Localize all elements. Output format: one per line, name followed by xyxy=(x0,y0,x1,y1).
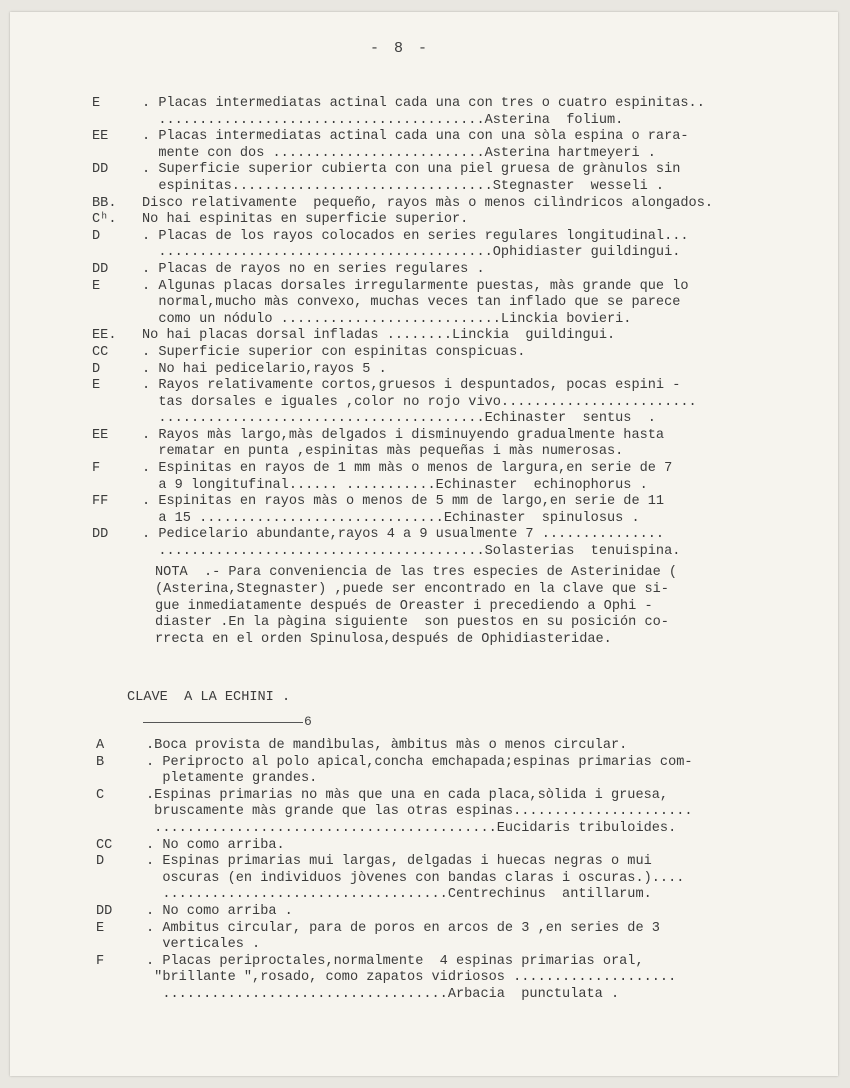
key-entry: .........................................Ophidiaster guildingui. xyxy=(142,245,681,261)
key-entry: DD . Superficie superior cubierta con una piel gruesa de grànulos sin xyxy=(92,162,681,178)
key-entry: BB. Disco relativamente pequeño, rayos màs o menos cilìndricos alongados. xyxy=(92,195,714,211)
page-number: - 8 - xyxy=(370,40,431,57)
key-entry: "brillante ",rosado, como zapatos vidriosos .................... xyxy=(146,970,677,986)
key-list-top xyxy=(92,96,713,561)
key-entry: ........................................Echinaster sentus . xyxy=(142,411,656,427)
key-entry: D . No hai pedicelario,rayos 5 . xyxy=(92,361,387,377)
key-entry: ........................................Solasterias tenuispina. xyxy=(142,544,681,560)
key-entry: pletamente grandes. xyxy=(146,771,318,787)
key-entry: normal,mucho màs convexo, muchas veces tan inflado que se parece xyxy=(142,295,681,311)
key-entry: bruscamente màs grande que las otras espinas...................... xyxy=(146,804,693,820)
key-entry: DD . No como arriba . xyxy=(96,903,293,919)
key-entry: CC . No como arriba. xyxy=(96,837,285,853)
nota-line: (Asterina,Stegnaster) ,puede ser encontrado en la clave que si- xyxy=(155,581,669,597)
key-entry: ..........................................Eucidaris tribuloides. xyxy=(146,820,677,836)
key-entry: FF . Espinitas en rayos màs o menos de 5 mm de largo,en serie de 11 xyxy=(92,494,665,510)
key-entry: ...................................Centrechinus antillarum. xyxy=(146,887,652,903)
key-entry: B . Periprocto al polo apical,concha emchapada;espinas primarias com- xyxy=(96,754,693,770)
key-entry: F . Placas periproctales,normalmente 4 espinas primarias oral, xyxy=(96,953,644,969)
key-entry: ...................................Arbacia punctulata . xyxy=(146,986,620,1002)
key-entry: DD . Placas de rayos no en series regulares . xyxy=(92,261,485,277)
key-entry: E . Rayos relativamente cortos,gruesos i despuntados, pocas espini - xyxy=(92,378,681,394)
key-entry: rematar en punta ,espinitas màs pequeñas i màs numerosas. xyxy=(142,444,624,460)
nota-paragraph xyxy=(155,565,677,649)
key-entry: verticales . xyxy=(146,937,261,953)
key-entry: E . Ambitus circular, para de poros en arcos de 3 ,en series de 3 xyxy=(96,920,660,936)
key-entry: como un nódulo ...........................Linckia bovieri. xyxy=(142,311,632,327)
nota-line: rrecta en el orden Spinulosa,después de Ophidiasteridae. xyxy=(155,632,612,648)
key-entry: A .Boca provista de mandìbulas, àmbitus màs o menos circular. xyxy=(96,738,628,753)
document-page xyxy=(10,12,838,1076)
key-entry: DD . Pedicelario abundante,rayos 4 a 9 usualmente 7 ............... xyxy=(92,527,665,543)
key-entry: E . Algunas placas dorsales irregularmente puestas, màs grande que lo xyxy=(92,278,689,294)
key-entry: oscuras (en individuos jòvenes con bandas claras i oscuras.).... xyxy=(146,870,685,886)
nota-line: gue inmediatamente después de Oreaster i precediendo a Ophi - xyxy=(155,598,653,614)
key-entry: C .Espinas primarias no màs que una en cada placa,sòlida i gruesa, xyxy=(96,787,669,803)
key-entry: D . Espinas primarias mui largas, delgadas i huecas negras o mui xyxy=(96,854,652,870)
key-entry: EE . Placas intermediatas actinal cada una con una sòla espina o rara- xyxy=(92,129,689,145)
key-entry: a 15 ..............................Echinaster spinulosus . xyxy=(142,510,640,526)
key-entry: EE. No hai placas dorsal infladas ........Linckia guildingui. xyxy=(92,328,616,344)
key-entry: Cʰ. No hai espinitas en superficie superior. xyxy=(92,212,469,228)
key-entry: tas dorsales e iguales ,color no rojo vivo........................ xyxy=(142,394,697,410)
section-heading: CLAVE A LA ECHINI . xyxy=(127,690,291,705)
heading-mark: 6 xyxy=(304,714,312,729)
key-entry: mente con dos ..........................Asterina hartmeyeri . xyxy=(142,145,656,161)
key-entry: CC . Superficie superior con espinitas conspicuas. xyxy=(92,344,526,360)
key-entry: a 9 longitufinal...... ...........Echinaster echinophorus . xyxy=(142,477,648,493)
key-entry: E . Placas intermediatas actinal cada una con tres o cuatro espinitas.. xyxy=(92,96,705,111)
heading-underline xyxy=(143,722,303,723)
key-entry: ........................................Asterina folium. xyxy=(142,112,624,128)
key-entry: espinitas................................Stegnaster wesseli . xyxy=(142,178,665,194)
key-entry: EE . Rayos màs largo,màs delgados i disminuyendo gradualmente hasta xyxy=(92,427,665,443)
key-entry: D . Placas de los rayos colocados en series regulares longitudinal... xyxy=(92,228,689,244)
nota-line: diaster .En la pàgina siguiente son puestos en su posición co- xyxy=(155,615,669,631)
key-entry: F . Espinitas en rayos de 1 mm màs o menos de largura,en serie de 7 xyxy=(92,461,673,477)
nota-line: NOTA .- Para conveniencia de las tres especies de Asterinidae ( xyxy=(155,565,678,580)
key-list-bottom xyxy=(96,738,693,1004)
